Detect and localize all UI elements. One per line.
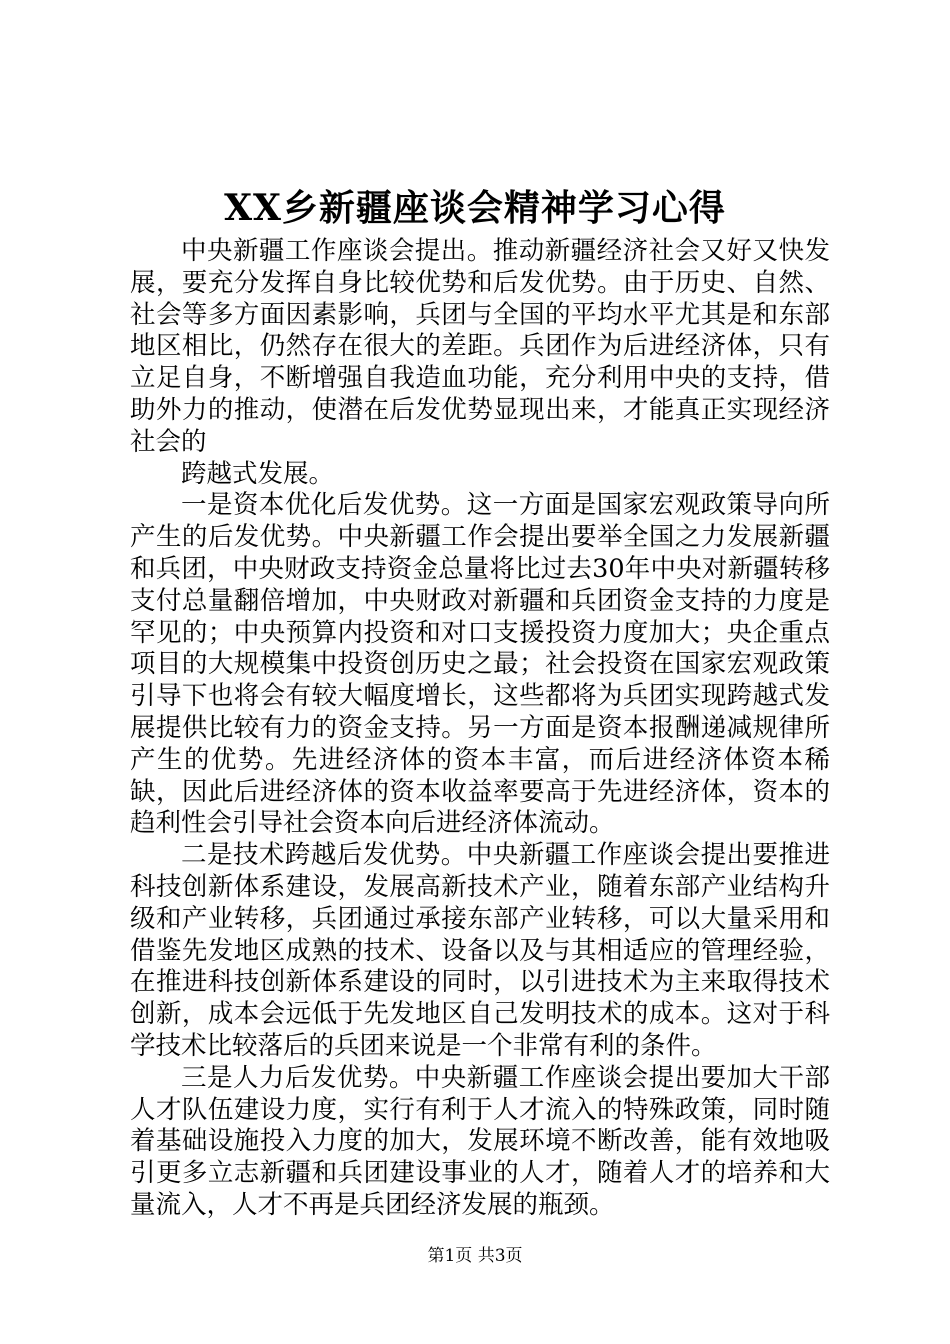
document-body (130, 236, 830, 1222)
paragraph-capital-advantage: 一是资本优化后发优势。这一方面是国家宏观政策导向所产生的后发优势。中央新疆工作会提出要举全国之力发展新疆和兵团，中央财政支持资金总量将比过去30年中央对新疆转移支付总量翻倍增加，中央财政对新疆和兵团资金支持的力度是罕见的；中央预算内投资和对口支援投资力度加大；央企重点项目的大规模集中投资创历史之最；社会投资在国家宏观政策引导下也将会有较大幅度增长，这些都将为兵团实现跨越式发展提供比较有力的资金支持。另一方面是资本报酬递减规律所产生的优势。先进经济体的资本丰富，而后进经济体资本稀缺，因此后进经济体的资本收益率要高于先进经济体，资本的趋利性会引导社会资本向后进经济体流动。 (130, 490, 830, 839)
paragraph-intro: 中央新疆工作座谈会提出。推动新疆经济社会又好又快发展，要充分发挥自身比较优势和后发优势。由于历史、自然、社会等多方面因素影响，兵团与全国的平均水平尤其是和东部地区相比，仍然存在很大的差距。兵团作为后进经济体，只有立足自身，不断增强自我造血功能，充分利用中央的支持，借助外力的推动，使潜在后发优势显现出来，才能真正实现经济社会的 (130, 236, 830, 457)
page-title: XX乡新疆座谈会精神学习心得 (224, 187, 726, 229)
paragraph-continuation: 跨越式发展。 (181, 458, 335, 489)
paragraph-technology-advantage: 二是技术跨越后发优势。中央新疆工作座谈会提出要推进科技创新体系建设，发展高新技术产业，随着东部产业结构升级和产业转移，兵团通过承接东部产业转移，可以大量采用和借鉴先发地区成熟的技术、设备以及与其相适应的管理经验，在推进科技创新体系建设的同时，以引进技术为主来取得技术创新，成本会远低于先发地区自己发明技术的成本。这对于科学技术比较落后的兵团来说是一个非常有利的条件。 (130, 840, 830, 1061)
paragraph-talent-advantage: 三是人力后发优势。中央新疆工作座谈会提出要加大干部人才队伍建设力度，实行有利于人才流入的特殊政策，同时随着基础设施投入力度的加大，发展环境不断改善，能有效地吸引更多立志新疆和兵团建设事业的人才，随着人才的培养和大量流入，人才不再是兵团经济发展的瓶颈。 (130, 1062, 830, 1220)
page-footer: 第1页 共3页 (427, 1246, 523, 1266)
